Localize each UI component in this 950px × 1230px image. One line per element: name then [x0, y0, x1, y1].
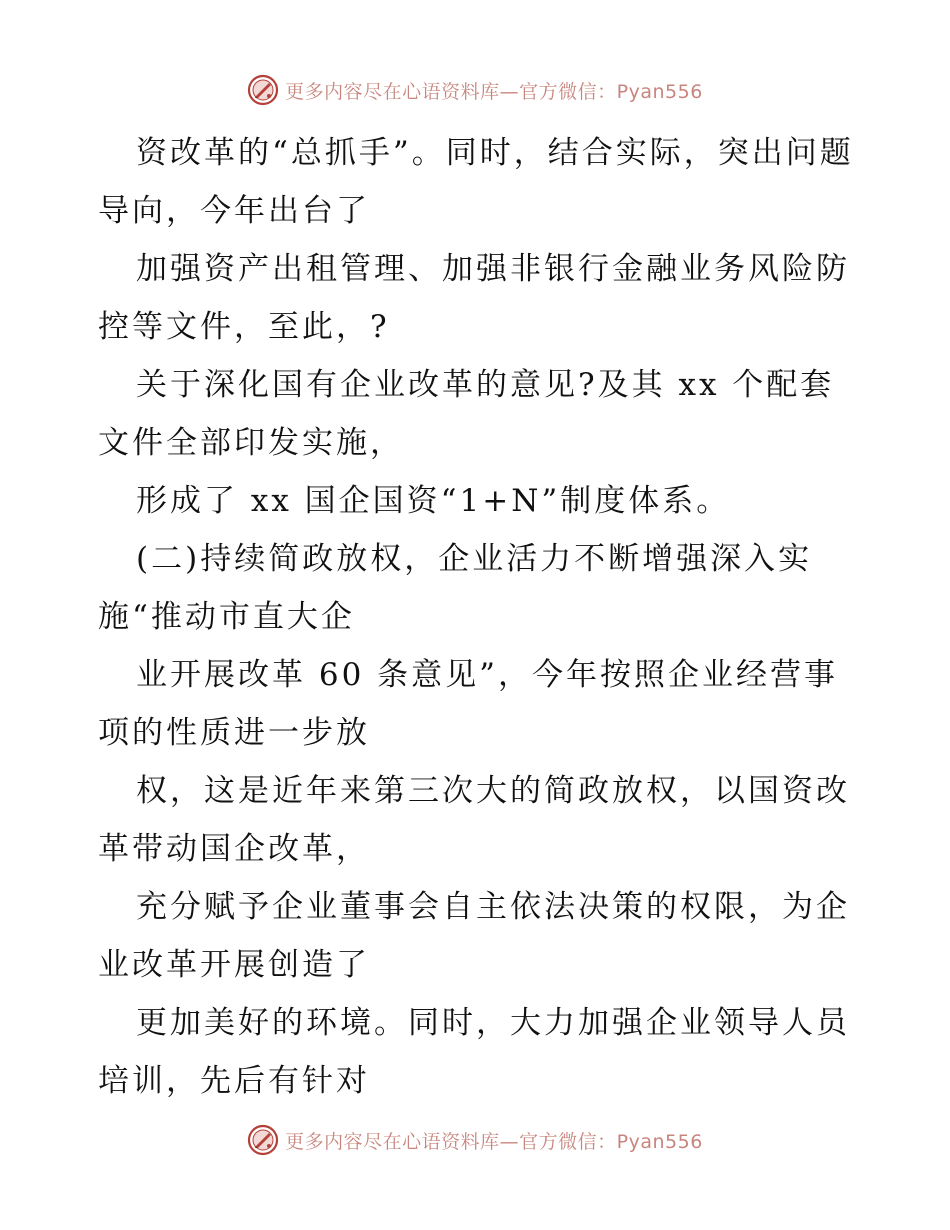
book-quill-seal-icon [247, 74, 279, 106]
document-body [98, 124, 858, 1110]
footer-watermark [0, 1120, 950, 1160]
paragraph-1: 资改革的“总抓手”。同时，结合实际，突出问题导向，今年出台了 [98, 135, 854, 229]
paragraph-6: 业开展改革 60 条意见”，今年按照企业经营事项的性质进一步放 [98, 657, 839, 751]
footer-watermark-text: 更多内容尽在心语资料库—官方微信：Pyan556 [285, 1130, 703, 1153]
header-watermark-text: 更多内容尽在心语资料库—官方微信：Pyan556 [285, 80, 703, 103]
paragraph-8: 充分赋予企业董事会自主依法决策的权限，为企业改革开展创造了 [98, 889, 850, 983]
paragraph-5: (二)持续简政放权，企业活力不断增强深入实施“推动市直大企 [98, 541, 813, 635]
header-watermark [0, 70, 950, 110]
paragraph-3: 关于深化国有企业改革的意见?及其 xx 个配套文件全部印发实施， [98, 367, 835, 461]
paragraph-7: 权，这是近年来第三次大的简政放权，以国资改革带动国企改革， [98, 773, 850, 867]
paragraph-4: 形成了 xx 国企国资“1+N”制度体系。 [136, 483, 731, 519]
paragraph-9: 更加美好的环境。同时，大力加强企业领导人员培训，先后有针对 [98, 1005, 850, 1099]
book-quill-seal-icon [247, 1124, 279, 1156]
paragraph-2: 加强资产出租管理、加强非银行金融业务风险防控等文件，至此，? [98, 251, 850, 345]
